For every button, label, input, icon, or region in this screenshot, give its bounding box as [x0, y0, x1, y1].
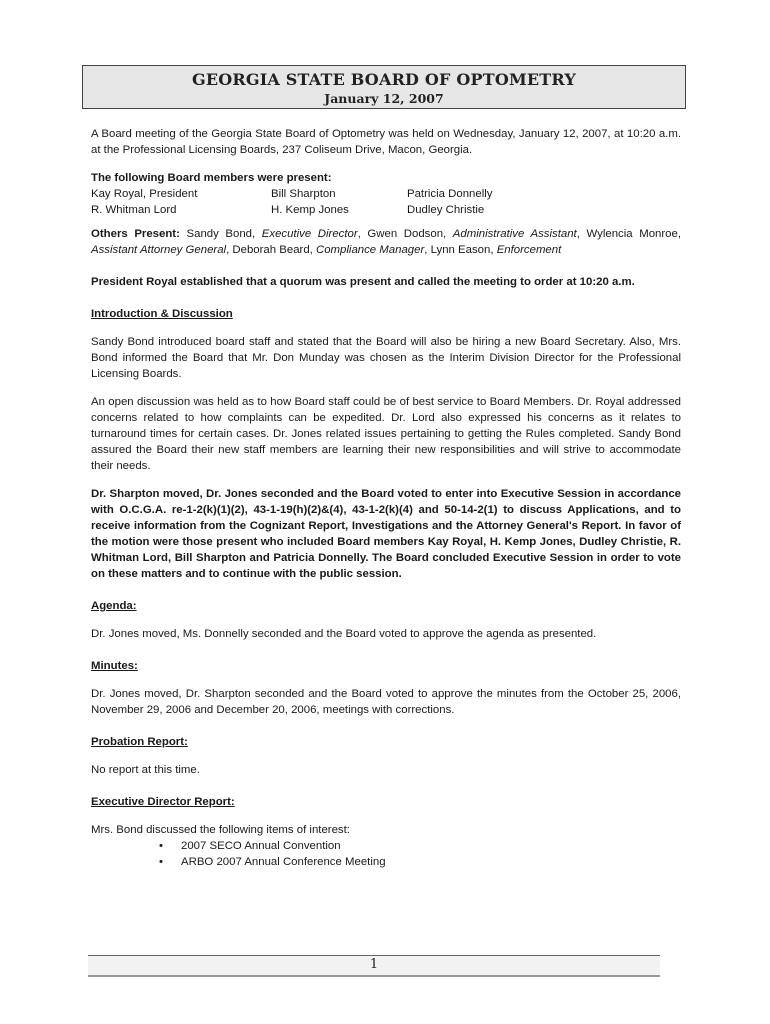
others-role: Assistant Attorney General [91, 244, 227, 256]
members-column-1 [91, 186, 197, 218]
minutes-text: Dr. Jones moved, Dr. Sharpton seconded and the Board voted to approve the minutes from the October 25, 2006, November 29, 2006 and December 20, 2006, meetings with corrections. [91, 688, 681, 716]
page-footer [88, 955, 660, 977]
others-role: Compliance Manager [316, 244, 425, 256]
list-item [159, 838, 749, 854]
member-name: R. Whitman Lord [91, 204, 177, 216]
minutes-heading: Minutes: [91, 660, 138, 672]
introduction-paragraph-1: Sandy Bond introduced board staff and stated that the Board will also be hiring a new Board Secretary. Also, Mrs. Bond informed the Board that Mr. Don Munday was chosen as the Interim Division Director for the Professional Licensing Boards. [91, 336, 681, 380]
list-item-text: ARBO 2007 Annual Conference Meeting [181, 856, 386, 868]
meeting-date: January 12, 2007 [324, 91, 444, 106]
intro-paragraph: A Board meeting of the Georgia State Board of Optometry was held on Wednesday, January 12, 2007, at 10:20 a.m. at the Professional Licensing Boards, 237 Coliseum Drive, Macon, Georgia. [91, 128, 681, 156]
executive-session-paragraph: Dr. Sharpton moved, Dr. Jones seconded and the Board voted to enter into Executive Session in accordance with O.C.G.A. re-1-2(k)(1)(2), 43-1-19(h)(2)&(4), 43-1-2(k)(4) and 50-14-2(1) to discuss Applications, and to receive information from the Cognizant Report, Investigations and the Attorney General's Report. In favor of the motion were those present who included Board members Kay Royal, H. Kemp Jones, Dudley Christie, R. Whitman Lord, Bill Sharpton and Patricia Donnelly. The Board concluded Executive Session in order to vote on these matters and to continue with the public session. [91, 488, 681, 580]
others-label: Others Present: [91, 228, 180, 240]
document-body [91, 126, 681, 870]
director-items-list [159, 838, 749, 870]
others-role: Administrative Assistant [452, 228, 577, 240]
member-name: H. Kemp Jones [271, 204, 349, 216]
list-item-text: 2007 SECO Annual Convention [181, 840, 341, 852]
member-name: Kay Royal, President [91, 188, 198, 200]
introduction-paragraph-2: An open discussion was held as to how Board staff could be of best service to Board Members. Dr. Royal addressed concerns related to how complaints can be expedited. Dr. Lord also expressed his concerns as it relates to turnaround times for certain cases. Dr. Jones related issues pertaining to getting the Rules completed. Sandy Bond assured the Board their new staff members are learning their new responsibilities and will strive to accommodate their needs. [91, 396, 681, 472]
agenda-heading: Agenda: [91, 600, 137, 612]
others-text: , Lynn Eason, [424, 244, 497, 256]
agenda-text: Dr. Jones moved, Ms. Donnelly seconded and the Board voted to approve the agenda as presented. [91, 628, 597, 640]
others-present [91, 226, 681, 258]
introduction-heading: Introduction & Discussion [91, 308, 233, 320]
director-report-heading: Executive Director Report: [91, 796, 235, 808]
bullet-icon: • [159, 856, 163, 868]
others-text: , Gwen Dodson, [357, 228, 453, 240]
quorum-statement: President Royal established that a quorum was present and called the meeting to order at 10:20 a.m. [91, 276, 635, 288]
member-name: Patricia Donnelly [407, 188, 493, 200]
probation-heading: Probation Report: [91, 736, 188, 748]
director-report-text: Mrs. Bond discussed the following items of interest: [91, 824, 350, 836]
title-box [82, 65, 686, 109]
members-list [91, 186, 681, 220]
list-item [159, 854, 749, 870]
others-role: Executive Director [261, 228, 358, 240]
others-text: Sandy Bond, [179, 228, 262, 240]
members-column-2 [271, 186, 349, 218]
member-name: Dudley Christie [407, 204, 485, 216]
others-role: Enforcement [496, 244, 562, 256]
document-title: GEORGIA STATE BOARD OF OPTOMETRY [191, 70, 577, 89]
probation-text: No report at this time. [91, 764, 200, 776]
member-name: Bill Sharpton [271, 188, 336, 200]
bullet-icon: • [159, 840, 163, 852]
page-number: 1 [369, 957, 379, 972]
others-text: , Wylencia Monroe, [576, 228, 681, 240]
members-heading: The following Board members were present: [91, 172, 332, 184]
members-column-3 [407, 186, 492, 218]
others-text: , Deborah Beard, [226, 244, 316, 256]
